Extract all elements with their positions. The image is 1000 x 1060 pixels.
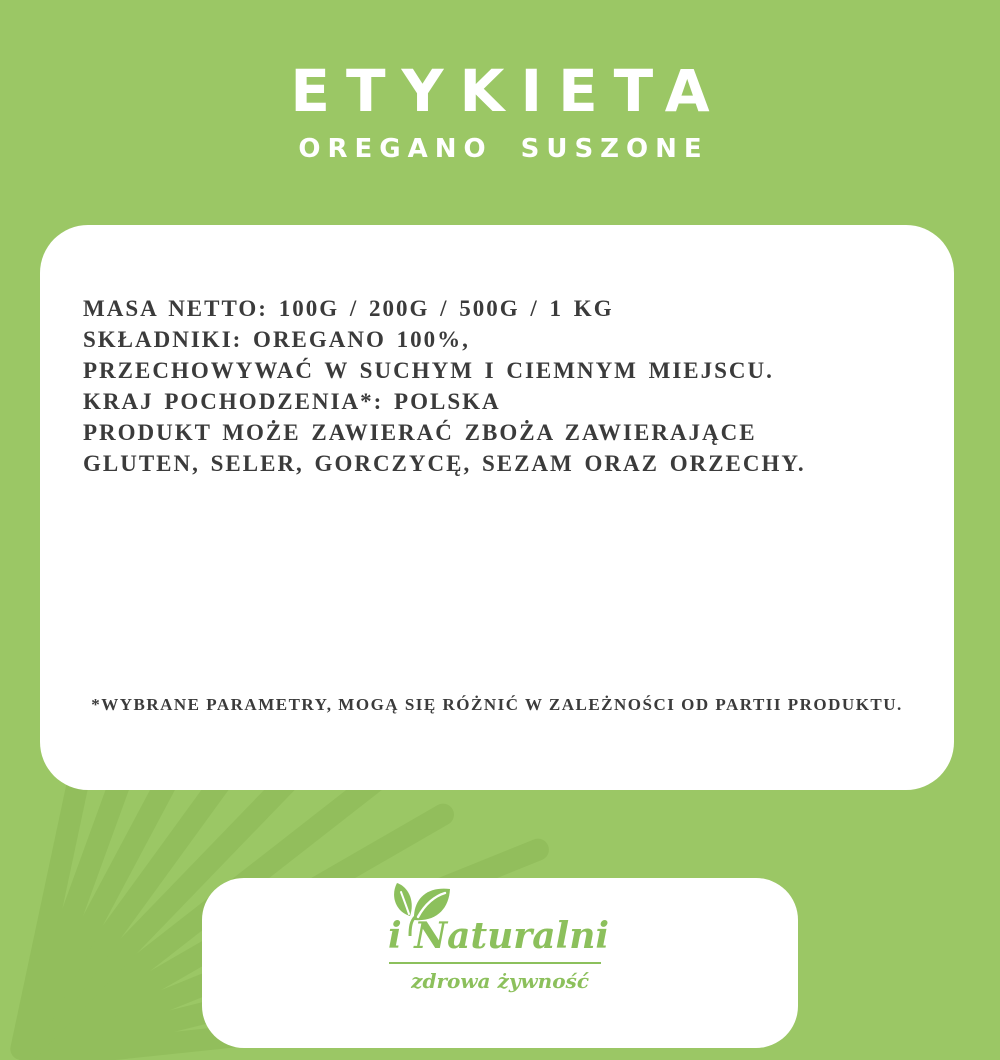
footnote: *WYBRANE PARAMETRY, MOGĄ SIĘ RÓŻNIĆ W ZALEŻNOŚCI OD PARTII PRODUKTU. (91, 695, 903, 714)
brand-name: i Naturalni (388, 915, 610, 957)
net-weight-line: MASA NETTO: 100G / 200G / 500G / 1 KG (83, 296, 614, 321)
page-subtitle: OREGANO SUSZONE (298, 134, 709, 164)
brand-underline (389, 962, 601, 964)
label-card (40, 225, 954, 790)
product-info (83, 293, 924, 479)
ingredients-line: SKŁADNIKI: OREGANO 100%, (83, 327, 470, 352)
page-title: ETYKIETA (290, 57, 726, 125)
allergen-line-1: PRODUKT MOŻE ZAWIERAĆ ZBOŻA ZAWIERAJĄCE (83, 420, 757, 445)
storage-line: PRZECHOWYWAĆ W SUCHYM I CIEMNYM MIEJSCU. (83, 358, 774, 383)
origin-line: KRAJ POCHODZENIA*: POLSKA (83, 389, 501, 414)
brand-footer (202, 878, 798, 1048)
allergen-line-2: GLUTEN, SELER, GORCZYCĘ, SEZAM ORAZ ORZECHY. (83, 451, 806, 476)
header (0, 58, 1000, 164)
brand-tagline: zdrowa żywność (411, 969, 589, 993)
